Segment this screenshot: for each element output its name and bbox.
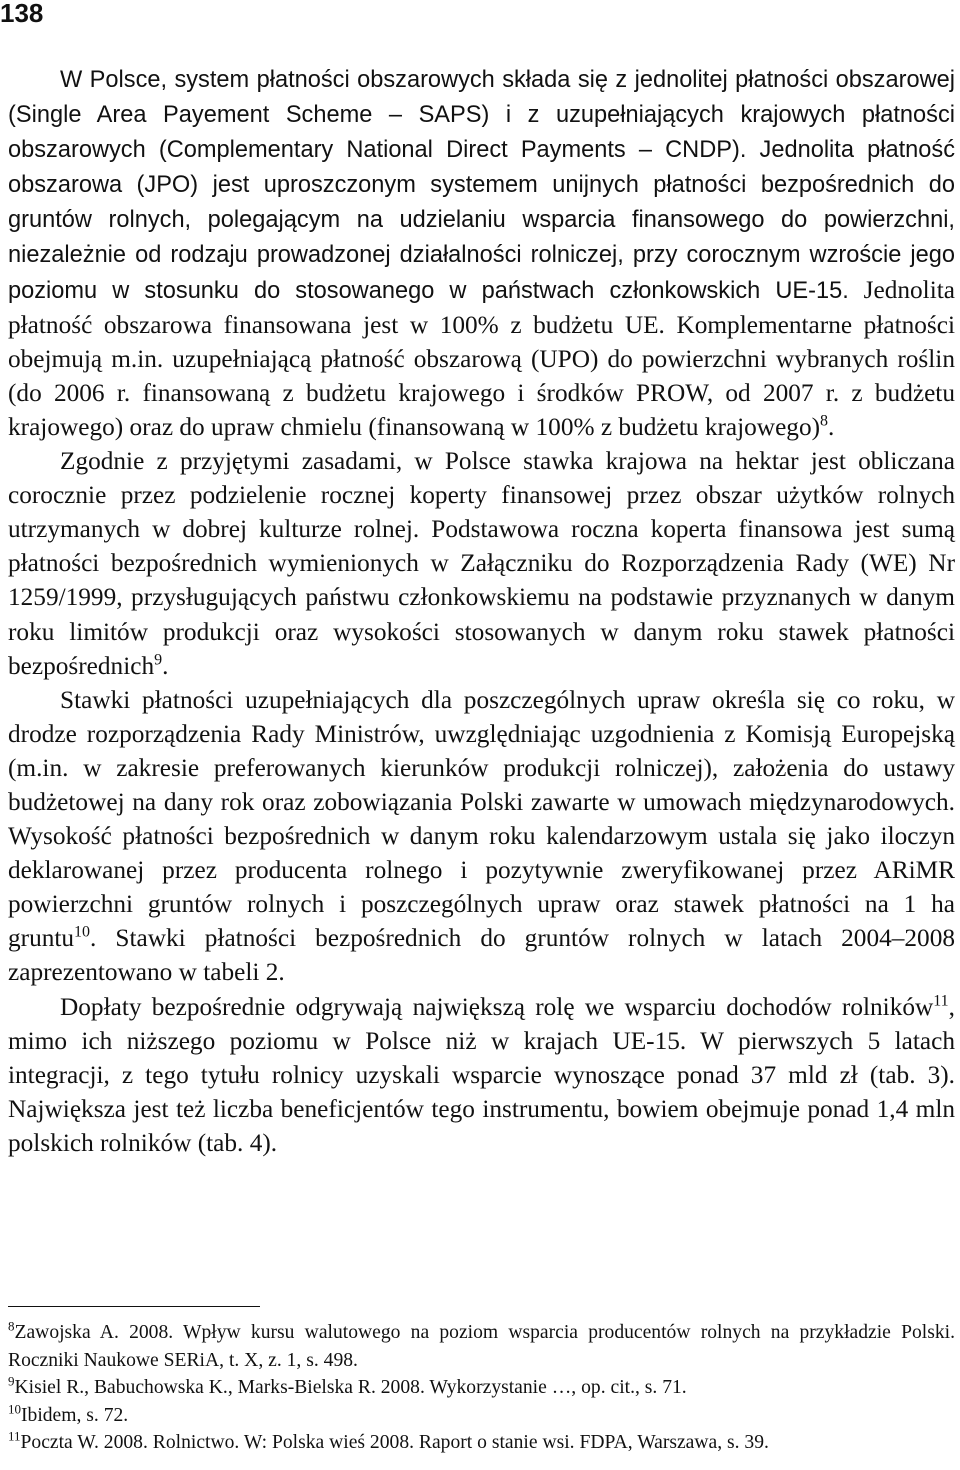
paragraph-1-sans-text: W Polsce, system płatności obszarowych składa się z jednolitej płatności obszarowej (Single Area Payement Scheme – SAPS) i z uzupełniających krajowych płatności obszarowych (Complementary National Direct Payments – CNDP). Jednolita płatność obszarowa (JPO) jest uproszczonym systemem unijnych płatności bezpośrednich do gruntów rolnych, polegającym na udzielaniu wsparcia finansowego do powierzchni, niezależnie od rodzaju prowadzonej działalności rolniczej, przy corocznym wzroście jego poziomu w stosunku do stosowanego w państwach członkowskich UE-15. xyxy=(8,67,955,304)
footnotes xyxy=(8,1319,955,1457)
paragraph-3-text: Stawki płatności uzupełniających dla poszczególnych upraw określa się co roku, w drodze rozporządzenia Rady Ministrów, uwzględniając uzgodnienia z Komisją Europejską (m.in. w zakresie preferowanych kierunków produkcji rolniczej), założenia do ustawy budżetowej na dany rok oraz zobowiązania Polski zawarte w umowach międzynarodowych. Wysokość płatności bezpośrednich w danym roku kalendarzowym ustala się jako iloczyn deklarowanej przez producenta rolnego i pozytywnie zweryfikowanej przez ARiMR powierzchni gruntów rolnych i poszczególnych upraw oraz stawek płatności na 1 ha gruntu xyxy=(8,685,955,953)
footnote-text: Zawojska A. 2008. Wpływ kursu walutowego na poziom wsparcia producentów rolnych na przykładzie Polski. Roczniki Naukowe SERiA, t. X, z. 1, s. 498. xyxy=(8,1322,955,1371)
paragraph-2-text: Zgodnie z przyjętymi zasadami, w Polsce stawka krajowa na hektar jest obliczana corocznie przez podzielenie rocznej koperty finansowej przez obszar użytków rolnych utrzymanych w dobrej kulturze rolnej. Podstawowa roczna koperta finansowa jest sumą płatności bezpośrednich wymienionych w Załączniku do Rozporządzenia Rady (WE) Nr 1259/1999, przysługujących państwu członkowskiemu na podstawie przyznanych w danym roku limitów produkcji oraz wysokości stosowanych w danym roku stawek płatności bezpośrednich xyxy=(8,447,955,680)
footnote-ref-11[interactable]: 11 xyxy=(933,992,949,1010)
paragraph-2 xyxy=(8,444,955,683)
footnote-number: 10 xyxy=(8,1400,21,1416)
paragraph-4 xyxy=(8,990,955,1160)
footnote-9 xyxy=(8,1374,955,1402)
page-number: 138 xyxy=(0,0,44,28)
paragraph-1-tail: . xyxy=(828,412,835,441)
footnote-ref-10[interactable]: 10 xyxy=(74,923,91,941)
footnote-number: 11 xyxy=(8,1428,21,1444)
paragraph-1 xyxy=(8,62,955,444)
footnote-number: 8 xyxy=(8,1318,15,1334)
paragraph-4-tail: , mimo ich niższego poziomu w Polsce niż w krajach UE-15. W pierwszych 5 latach integracji, z tego tytułu rolnicy uzyskali wsparcie wynoszące ponad 37 mld zł (tab. 3). Największa jest też liczba beneficjentów tego instrumentu, bowiem obejmuje ponad 1,4 mln polskich rolników (tab. 4). xyxy=(8,992,955,1157)
paragraph-3-tail: . Stawki płatności bezpośrednich do gruntów rolnych w latach 2004–2008 zaprezentowano w tabeli 2. xyxy=(8,924,955,987)
footnote-number: 9 xyxy=(8,1373,15,1389)
footnote-text: Ibidem, s. 72. xyxy=(21,1404,129,1426)
footnote-text: Poczta W. 2008. Rolnictwo. W: Polska wieś 2008. Raport o stanie wsi. FDPA, Warszawa, s. 39. xyxy=(20,1432,769,1453)
body-text xyxy=(8,62,955,1160)
footnote-divider xyxy=(8,1306,260,1307)
paragraph-4-text: Dopłaty bezpośrednie odgrywają największą rolę we wsparciu dochodów rolników xyxy=(60,992,934,1021)
paragraph-1-serif-text: Jednolita płatność obszarowa finansowana jest w 100% z budżetu UE. Komplementarne płatności obejmują m.in. uzupełniającą płatność obszarową (UPO) do powierzchni wybranych roślin (do 2006 r. finansowaną z budżetu krajowego i środków PROW, od 2007 r. z budżetu krajowego) oraz do upraw chmielu (finansowaną w 100% z budżetu krajowego) xyxy=(8,275,955,441)
footnote-8 xyxy=(8,1319,955,1374)
footnote-ref-9[interactable]: 9 xyxy=(154,651,163,669)
footnote-10 xyxy=(8,1402,955,1430)
footnote-ref-8[interactable]: 8 xyxy=(820,412,829,430)
paragraph-3 xyxy=(8,683,955,990)
paragraph-2-tail: . xyxy=(162,651,169,680)
footnote-text: Kisiel R., Babuchowska K., Marks-Bielska R. 2008. Wykorzystanie …, op. cit., s. 71. xyxy=(14,1377,687,1398)
footnote-11 xyxy=(8,1429,955,1457)
